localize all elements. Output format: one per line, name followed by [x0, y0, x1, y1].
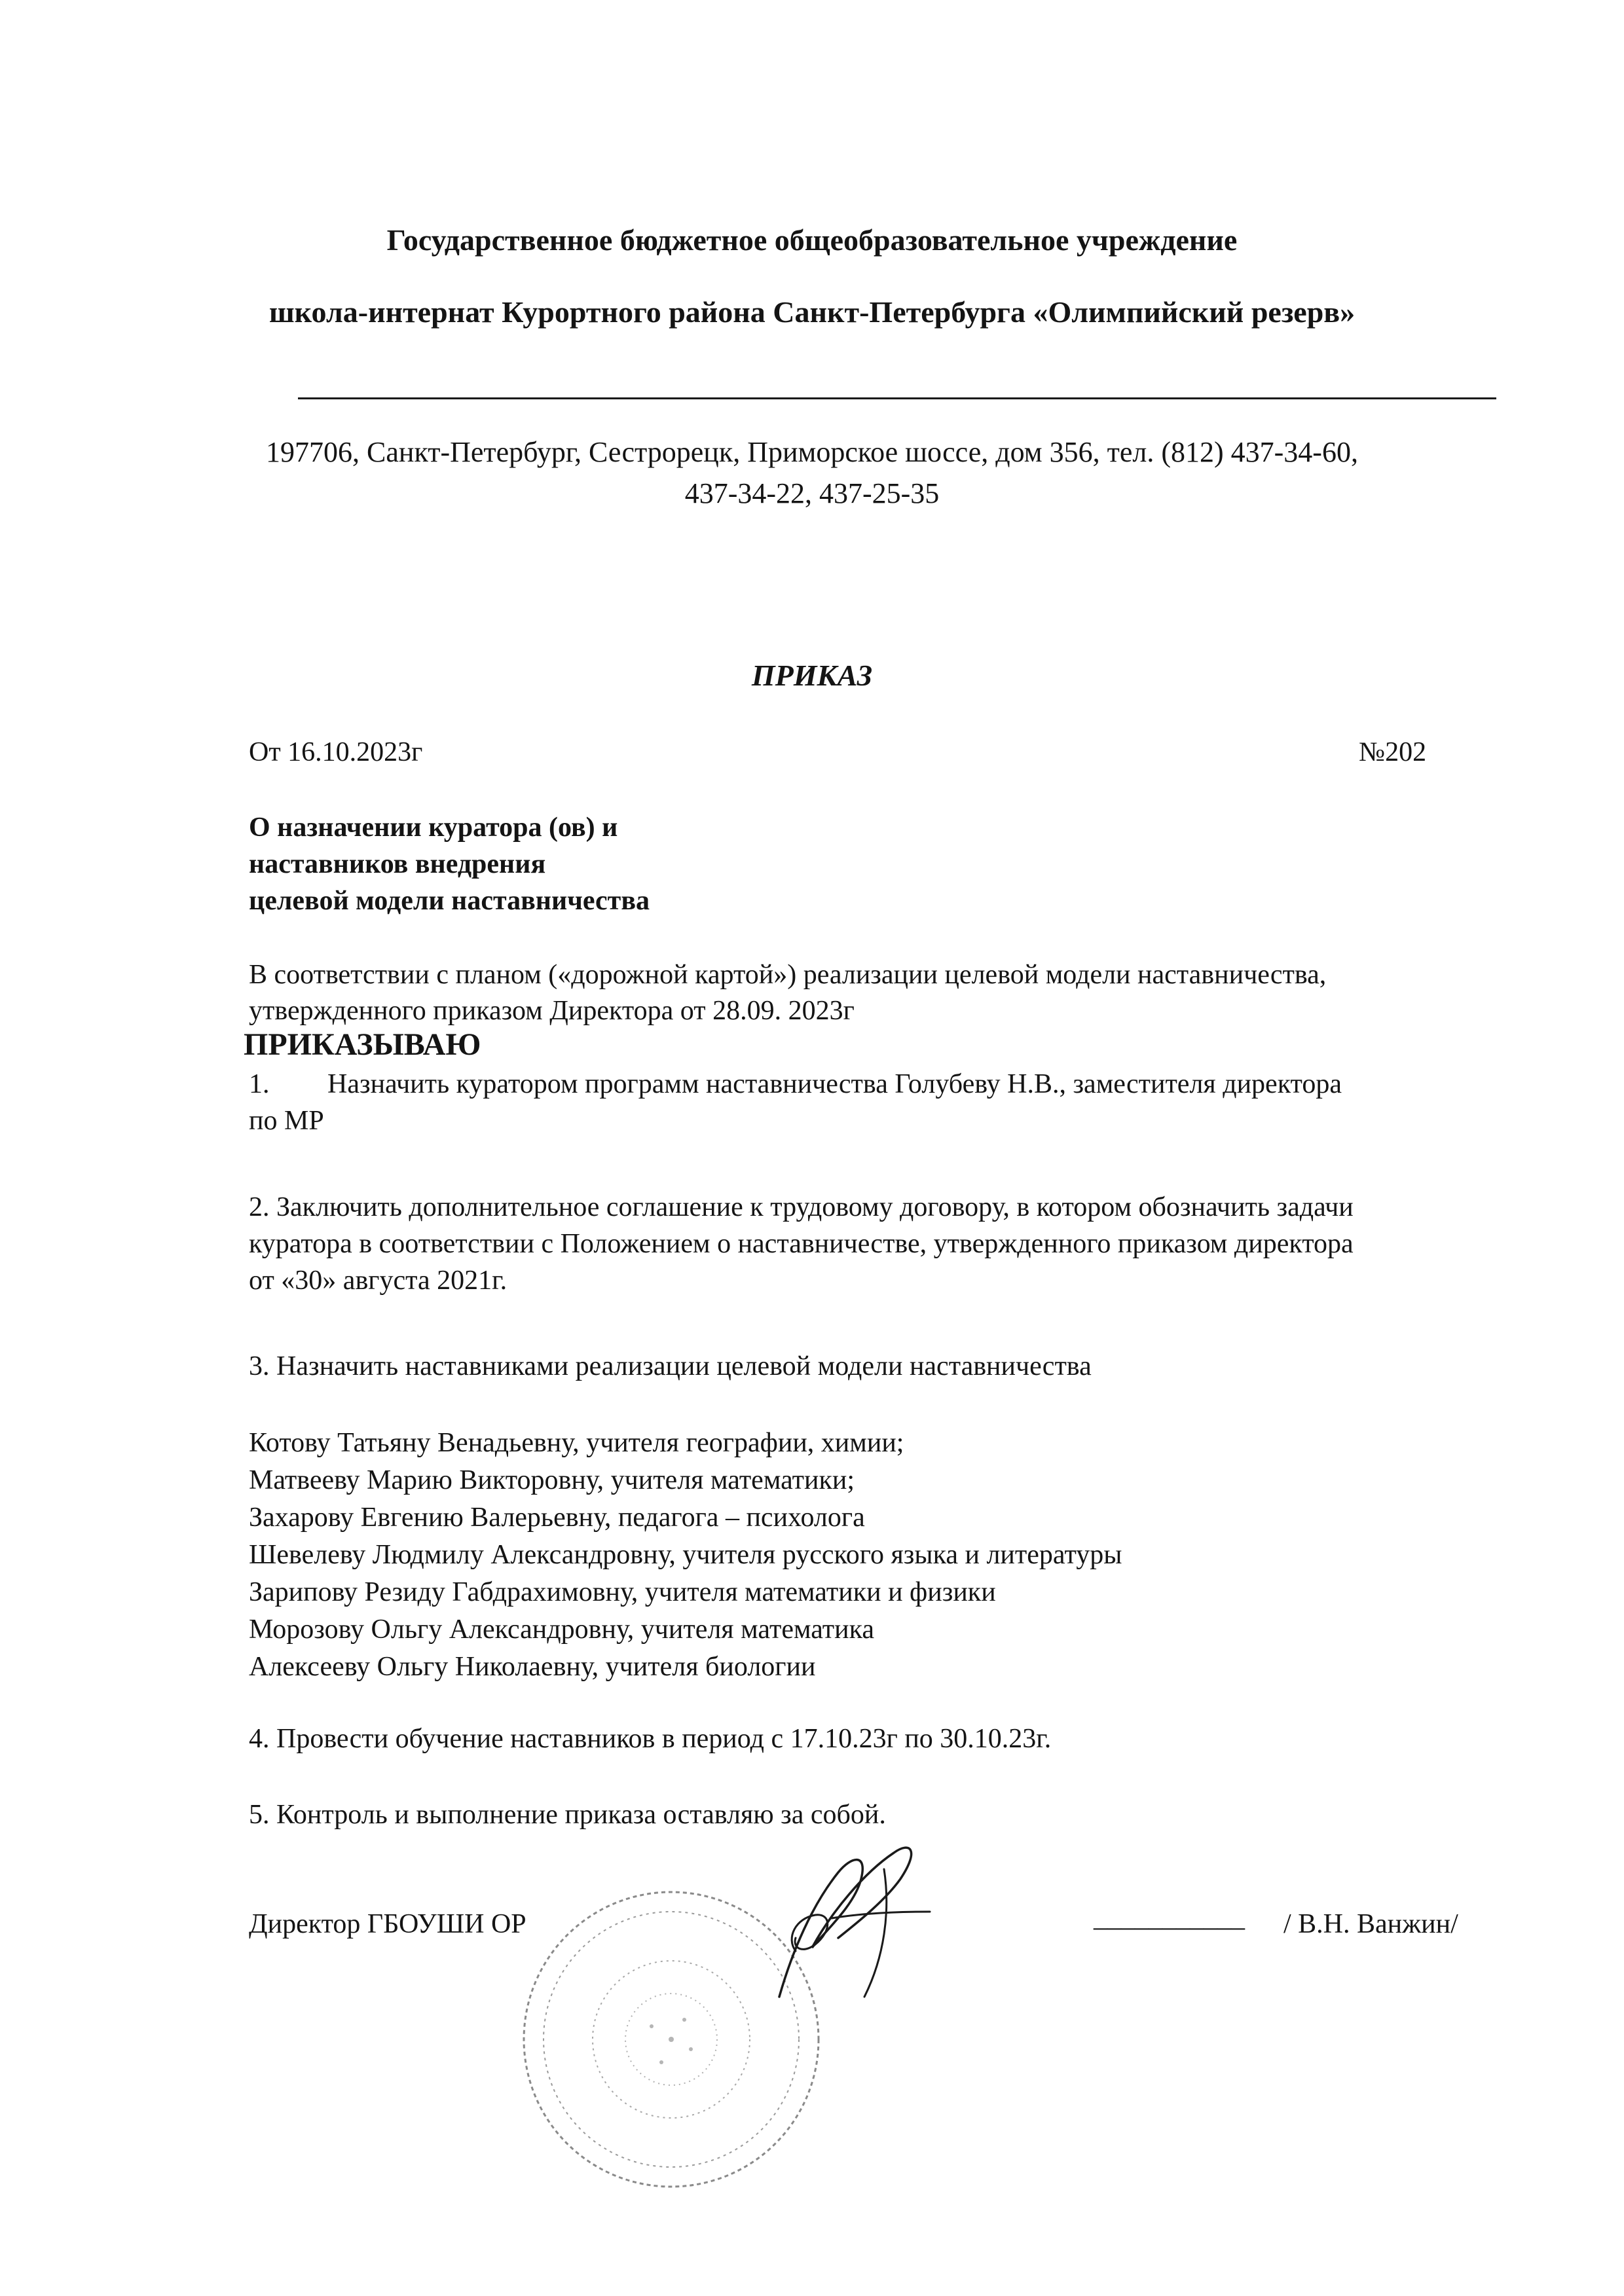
signature-blank-line: ___________	[1094, 1903, 1245, 1933]
order-title: ПРИКАЗ	[751, 659, 873, 692]
address-line1: 197706, Санкт-Петербург, Сестрорецк, Приморское шоссе, дом 356, тел. (812) 437-34-60,	[266, 436, 1358, 468]
order-number: №202	[1359, 737, 1427, 767]
mentor-item: Захарову Евгению Валерьевну, педагога – психолога	[249, 1503, 865, 1533]
item1-number: 1.	[249, 1069, 270, 1099]
subject-line3: целевой модели наставничества	[249, 886, 650, 916]
preamble-line2: утвержденного приказом Директора от 28.09. 2023г	[249, 996, 855, 1026]
mentor-item: Матвееву Марию Викторовну, учителя математики;	[249, 1465, 855, 1495]
org-name-line2: школа-интернат Курортного района Санкт-Петербурга «Олимпийский резерв»	[268, 295, 1356, 329]
order-word: ПРИКАЗЫВАЮ	[244, 1027, 481, 1062]
mentor-item: Морозову Ольгу Александровну, учителя математика	[249, 1614, 875, 1645]
item1-line1: Назначить куратором программ наставничества Голубеву Н.В., заместителя директора	[327, 1069, 1342, 1099]
item5-text: 5. Контроль и выполнение приказа оставляю за собой.	[249, 1800, 886, 1830]
director-name: / В.Н. Ванжин/	[1283, 1909, 1458, 1939]
director-signature	[733, 1833, 943, 2030]
mentor-item: Шевелеву Людмилу Александровну, учителя русского языка и литературы	[249, 1540, 1122, 1570]
org-name-line1: Государственное бюджетное общеобразовательное учреждение	[386, 223, 1238, 257]
order-date: От 16.10.2023г	[249, 737, 423, 767]
item4-text: 4. Провести обучение наставников в период с 17.10.23г по 30.10.23г.	[249, 1724, 1052, 1754]
item2-line3: от «30» августа 2021г.	[249, 1266, 507, 1296]
item2-line1: 2. Заключить дополнительное соглашение к трудовому договору, в котором обозначить задачи	[249, 1192, 1354, 1222]
item3-text: 3. Назначить наставниками реализации целевой модели наставничества	[249, 1351, 1092, 1381]
item2-line2: куратора в соответствии с Положением о наставничестве, утвержденного приказом директора	[249, 1229, 1354, 1259]
mentor-item: Зарипову Резиду Габдрахимовну, учителя математики и физики	[249, 1577, 996, 1607]
subject-line2: наставников внедрения	[249, 849, 546, 879]
director-position: Директор ГБОУШИ ОР	[249, 1909, 526, 1939]
preamble-line1: В соответствии с планом («дорожной картой») реализации целевой модели наставничества,	[249, 960, 1327, 990]
mentor-item: Котову Татьяну Венадьевну, учителя географии, химии;	[249, 1428, 904, 1458]
header-divider	[298, 397, 1496, 399]
subject-line1: О назначении куратора (ов) и	[249, 812, 618, 843]
mentor-item: Алексееву Ольгу Николаевну, учителя биологии	[249, 1652, 816, 1682]
item1-line2: по МР	[249, 1106, 324, 1136]
address-line2: 437-34-22, 437-25-35	[684, 477, 940, 509]
